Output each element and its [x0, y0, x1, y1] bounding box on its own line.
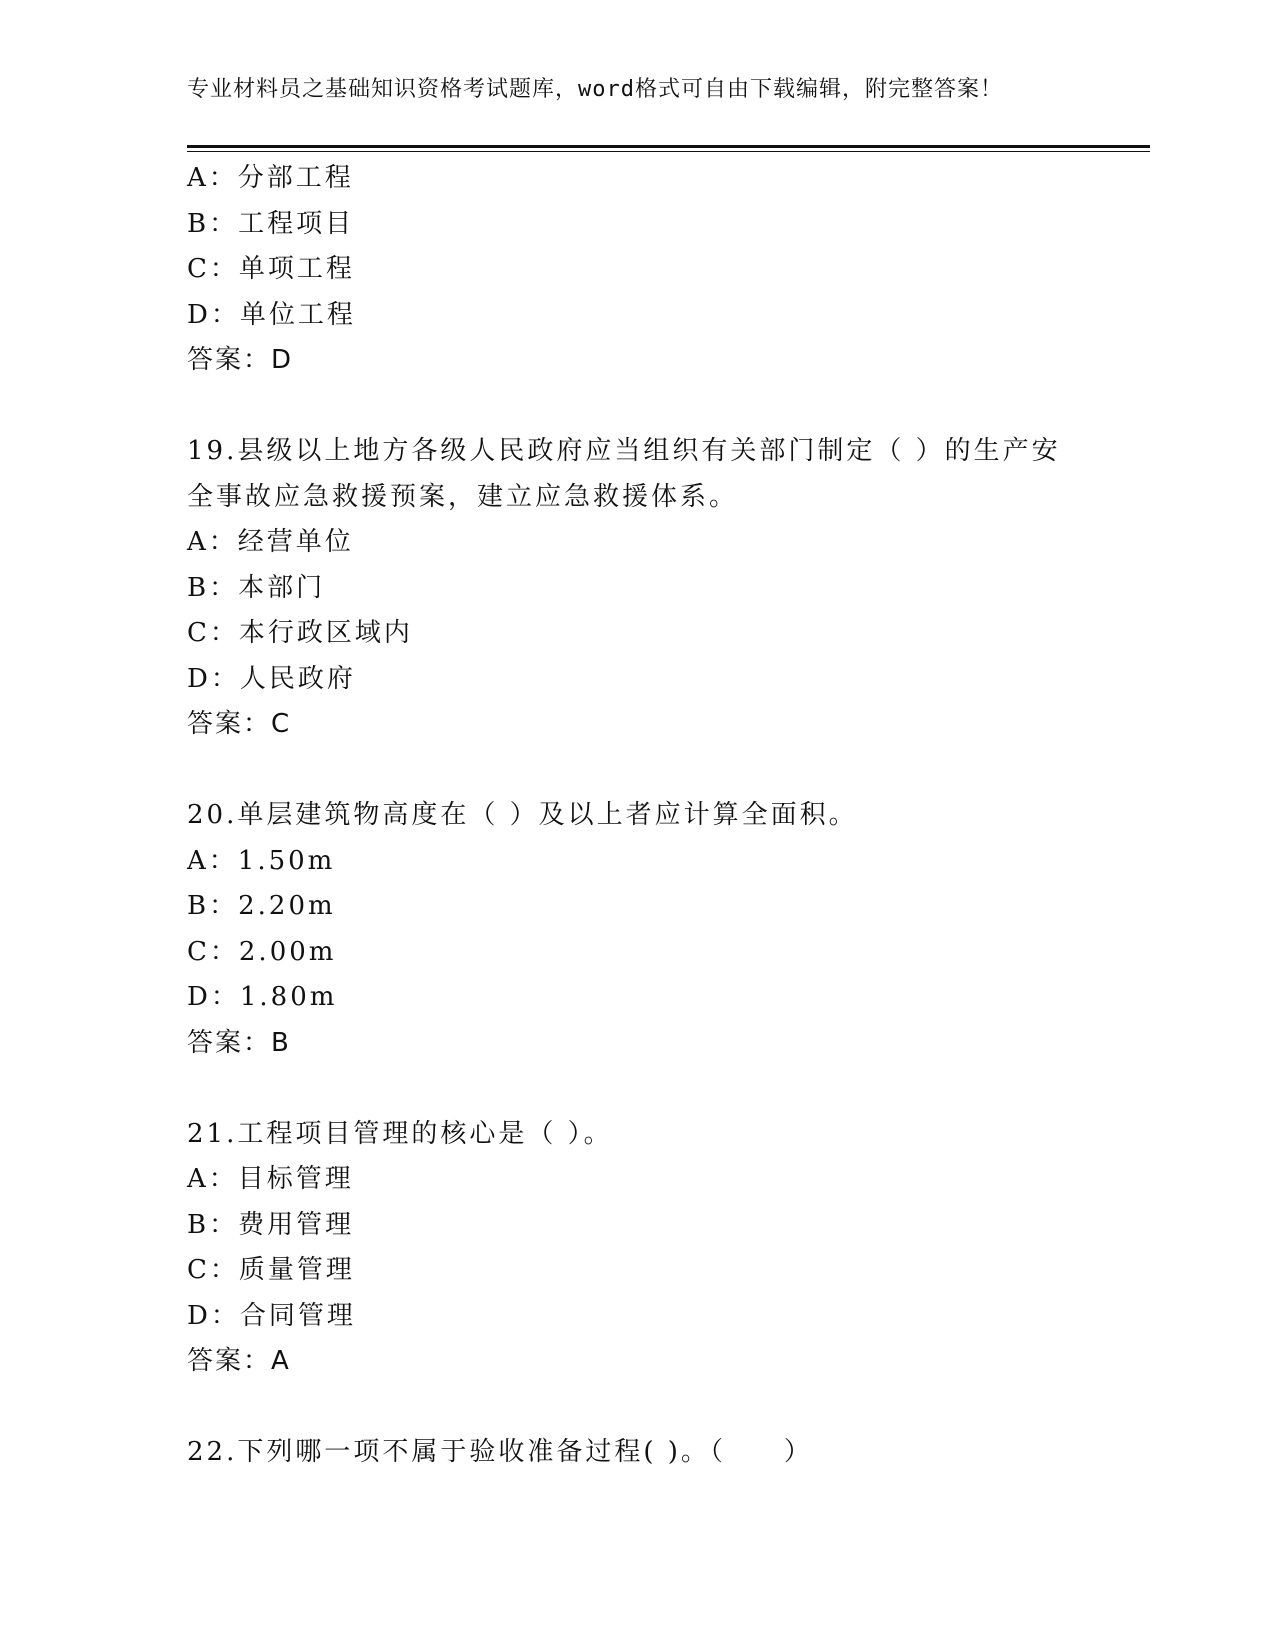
document-body: [187, 156, 1087, 1476]
option-a: A：分部工程: [187, 163, 354, 193]
question-stem-line: 19.县级以上地方各级人民政府应当组织有关部门制定（ ）的生产安: [187, 436, 1061, 466]
question-stem-line: 20.单层建筑物高度在（ ）及以上者应计算全面积。: [187, 800, 858, 830]
answer: 答案：D: [187, 345, 294, 375]
question-stem-line: 22.下列哪一项不属于验收准备过程( )。（ ）: [187, 1437, 813, 1467]
option-c: C：2.00m: [187, 936, 337, 967]
answer: 答案：C: [187, 709, 292, 739]
answer: 答案：B: [187, 1027, 291, 1058]
option-d: D：单位工程: [187, 299, 356, 330]
question-stem-line: 全事故应急救援预案，建立应急救援体系。: [187, 481, 739, 512]
option-d: D：人民政府: [187, 663, 356, 694]
answer: 答案：A: [187, 1346, 291, 1376]
option-a: A：目标管理: [187, 1164, 354, 1194]
question-22-block: [187, 1430, 1087, 1476]
header-rule-thick: [187, 145, 1150, 148]
option-b: B：本部门: [187, 572, 326, 603]
option-d: D：1.80m: [187, 982, 338, 1012]
option-b: B：费用管理: [187, 1209, 355, 1240]
question-stem-line: 21.工程项目管理的核心是（ ）。: [187, 1118, 613, 1149]
option-c: C：本行政区域内: [187, 618, 413, 648]
option-c: C：单项工程: [187, 254, 355, 284]
option-d: D：合同管理: [187, 1300, 356, 1331]
option-b: B：2.20m: [187, 891, 336, 921]
question-18-block: [187, 156, 1087, 384]
option-a: A：经营单位: [187, 527, 354, 557]
option-a: A：1.50m: [187, 845, 336, 876]
header-rule-thin: [187, 151, 1150, 152]
question-19-block: [187, 429, 1087, 748]
question-21-block: [187, 1112, 1087, 1385]
question-20-block: [187, 793, 1087, 1066]
option-b: B：工程项目: [187, 208, 355, 239]
option-c: C：质量管理: [187, 1255, 355, 1285]
page-header: 专业材料员之基础知识资格考试题库，word格式可自由下载编辑，附完整答案！: [187, 77, 1003, 102]
